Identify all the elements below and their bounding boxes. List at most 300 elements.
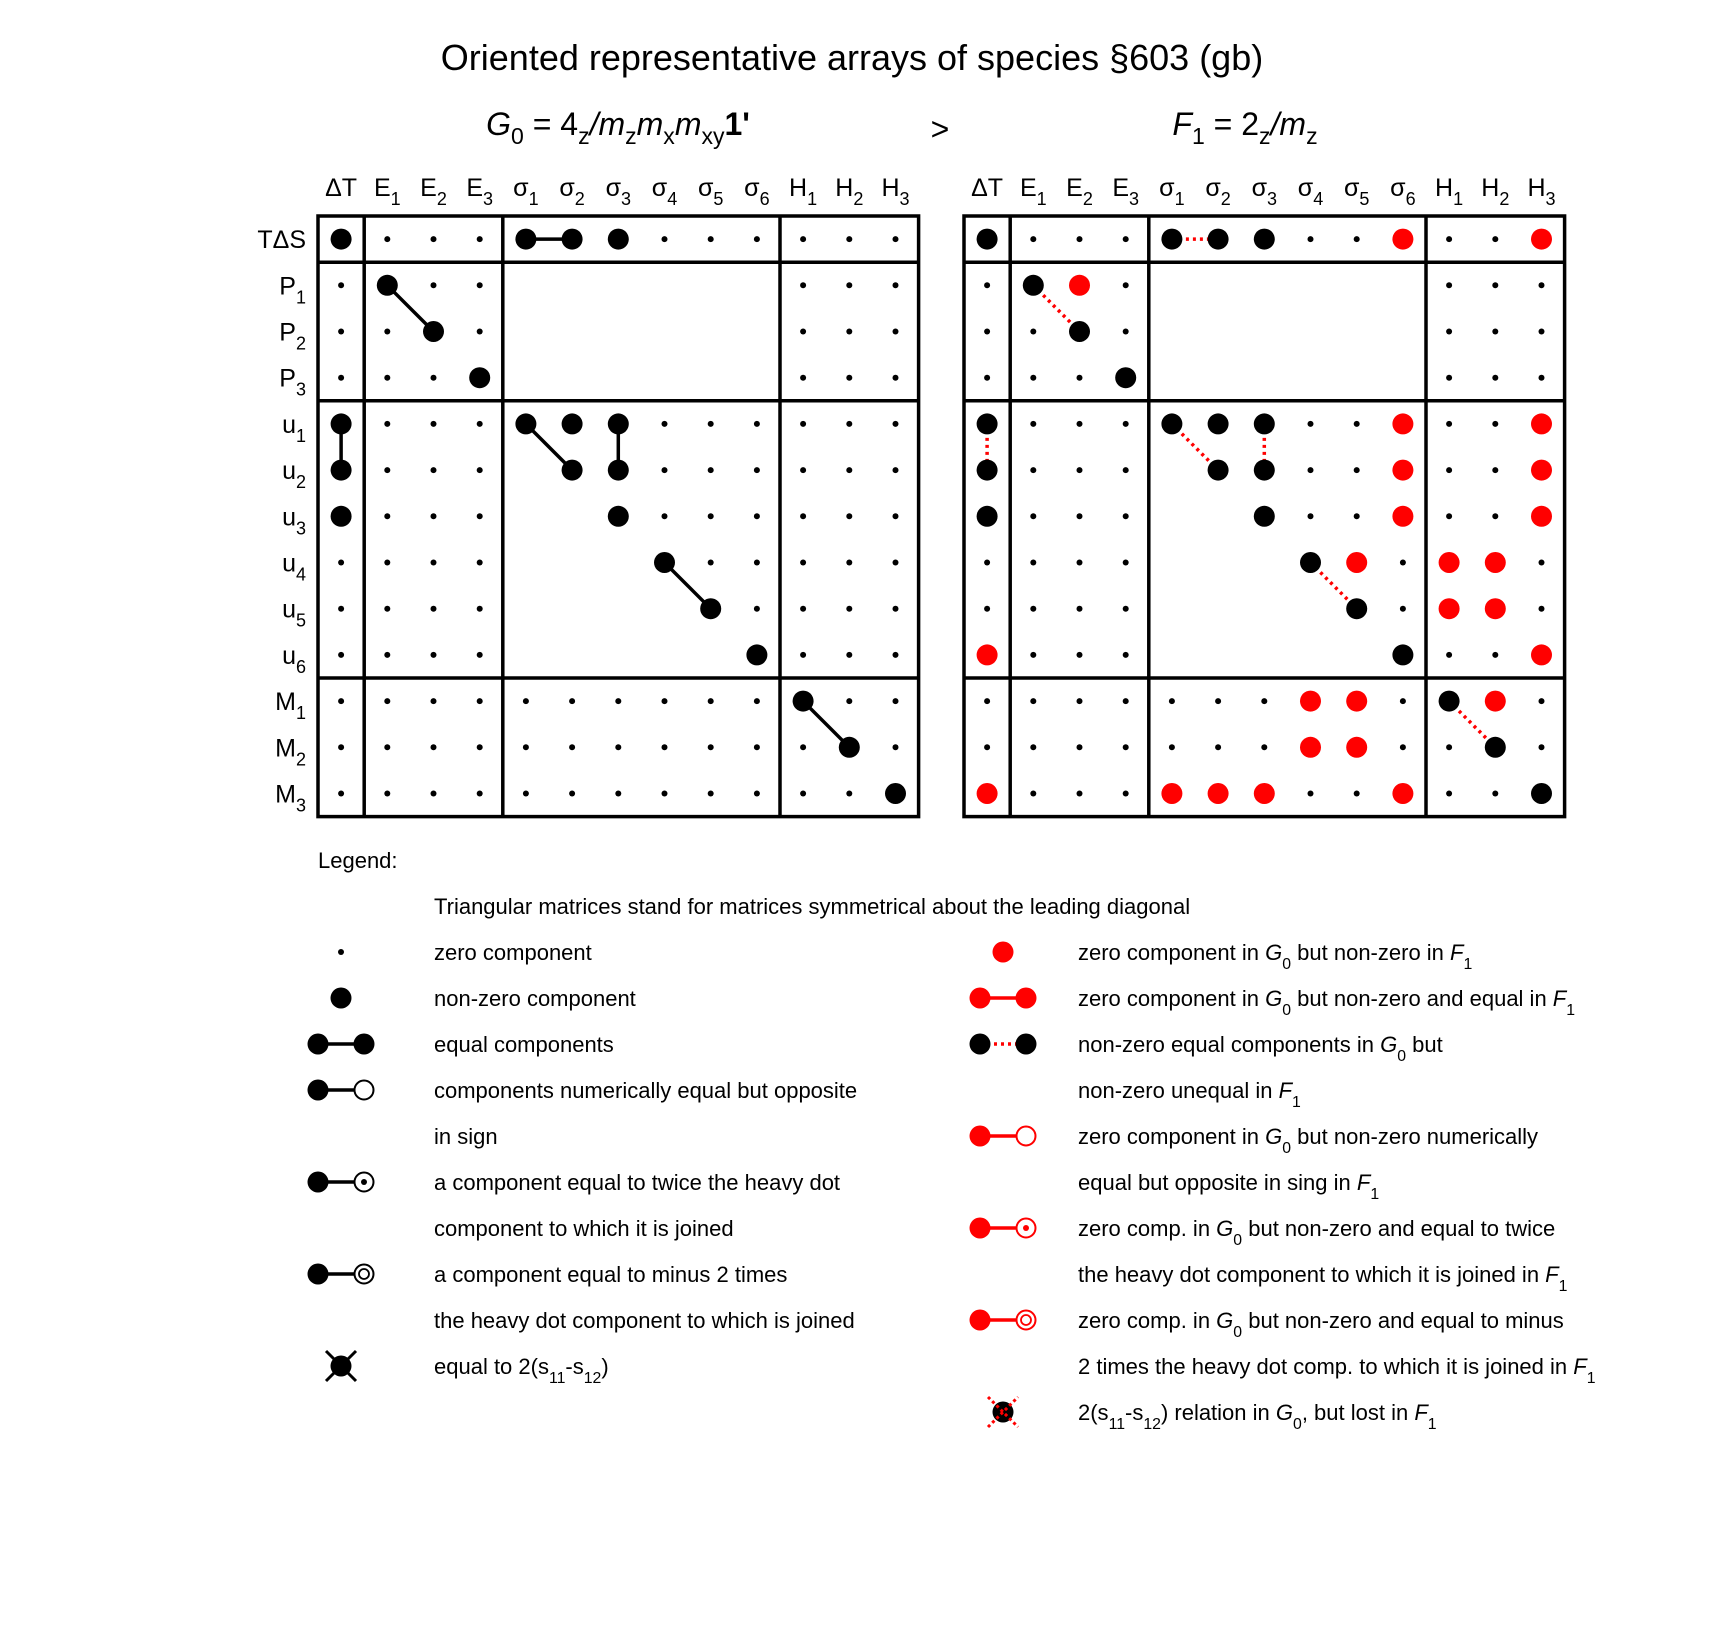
g0-zero-dot <box>384 467 390 473</box>
g0-zero-dot <box>338 282 344 288</box>
f1-zero-dot <box>1123 698 1129 704</box>
legend-left-text: the heavy dot component to which is joined <box>434 1308 855 1333</box>
f1-zero-dot <box>1446 375 1452 381</box>
g0-zero-dot <box>754 236 760 242</box>
legend-symbol-red-twice-pair <box>970 1218 1036 1239</box>
g0-zero-dot <box>431 652 437 658</box>
legend-right-text: non-zero equal components in $G_0$ but <box>1078 1032 1443 1065</box>
f1-new-nonzero-dot <box>1485 552 1506 573</box>
f1-zero-dot <box>1354 791 1360 797</box>
f1-zero-dot <box>1030 744 1036 750</box>
f1-zero-dot <box>1400 744 1406 750</box>
g0-zero-dot <box>523 744 529 750</box>
g0-col-label: $H_2$ <box>835 174 864 209</box>
g0-zero-dot <box>800 652 806 658</box>
f1-zero-dot <box>1354 236 1360 242</box>
f1-zero-dot <box>1030 329 1036 335</box>
legend-left-text: zero component <box>434 940 592 965</box>
f1-zero-dot <box>1400 560 1406 566</box>
row-label: $u_3$ <box>282 503 306 539</box>
g0-zero-dot <box>384 652 390 658</box>
f1-zero-dot <box>1446 652 1452 658</box>
legend-right-text: zero component in $G_0$ but non-zero numerically <box>1078 1124 1539 1157</box>
legend-right-text: zero comp. in $G_0$ but non-zero and equal to minus <box>1078 1308 1564 1341</box>
g0-zero-dot <box>477 606 483 612</box>
f1-col-label: $E_1$ <box>1019 174 1047 209</box>
f1-zero-dot <box>984 606 990 612</box>
f1-nonzero-dot <box>1208 229 1229 250</box>
g0-nonzero-dot <box>331 229 352 250</box>
g0-heading-text: $G_0 = 4_z/m_zm_xm_{xy}1'$ <box>486 106 750 149</box>
f1-zero-dot <box>1077 513 1083 519</box>
g0-zero-dot <box>477 791 483 797</box>
g0-zero-dot <box>893 467 899 473</box>
g0-zero-dot <box>708 744 714 750</box>
f1-zero-dot <box>1030 421 1036 427</box>
f1-zero-dot <box>1123 421 1129 427</box>
f1-zero-dot <box>1077 791 1083 797</box>
f1-zero-dot <box>1077 236 1083 242</box>
legend-left-text: a component equal to twice the heavy dot <box>434 1170 841 1195</box>
g0-zero-dot <box>846 329 852 335</box>
f1-col-label: $\sigma_5$ <box>1343 174 1370 209</box>
g0-zero-dot <box>754 698 760 704</box>
f1-nonzero-dot <box>1254 229 1275 250</box>
g0-nonzero-dot <box>839 737 860 758</box>
g0-zero-dot <box>846 652 852 658</box>
f1-zero-dot <box>1492 375 1498 381</box>
g0-zero-dot <box>431 513 437 519</box>
g0-zero-dot <box>846 421 852 427</box>
g0-zero-dot <box>338 744 344 750</box>
g0-zero-dot <box>477 560 483 566</box>
g0-zero-dot <box>477 467 483 473</box>
g0-zero-dot <box>846 698 852 704</box>
f1-new-nonzero-dot <box>1254 783 1275 804</box>
g0-nonzero-dot <box>793 691 814 712</box>
g0-zero-dot <box>800 513 806 519</box>
f1-nonzero-dot <box>977 413 998 434</box>
g0-nonzero-dot <box>562 229 583 250</box>
g0-zero-dot <box>708 791 714 797</box>
legend-symbol-twice-pair <box>308 1172 374 1193</box>
f1-zero-dot <box>1123 652 1129 658</box>
row-label: TΔS <box>257 226 306 255</box>
g0-zero-dot <box>384 744 390 750</box>
f1-zero-dot <box>1446 282 1452 288</box>
g0-heading <box>486 106 750 149</box>
f1-zero-dot <box>1492 513 1498 519</box>
f1-heading-text: $F_1 = 2_z/m_z$ <box>1172 106 1318 149</box>
g0-zero-dot <box>477 513 483 519</box>
g0-zero-dot <box>708 698 714 704</box>
f1-col-label: $\sigma_4$ <box>1297 174 1324 209</box>
legend-right-text: zero component in $G_0$ but non-zero in $F_1$ <box>1078 940 1473 973</box>
g0-nonzero-dot <box>331 413 352 434</box>
g0-nonzero-dot <box>515 229 536 250</box>
f1-new-nonzero-dot <box>1531 506 1552 527</box>
g0-col-label: $\sigma_6$ <box>744 174 770 209</box>
g0-zero-dot <box>893 606 899 612</box>
g0-zero-dot <box>754 791 760 797</box>
f1-nonzero-dot <box>1254 460 1275 481</box>
f1-zero-dot <box>984 744 990 750</box>
g0-zero-dot <box>846 606 852 612</box>
g0-zero-dot <box>708 236 714 242</box>
f1-zero-dot <box>1215 698 1221 704</box>
g0-col-label: $\sigma_5$ <box>697 174 724 209</box>
f1-zero-dot <box>1400 606 1406 612</box>
f1-nonzero-dot <box>1161 229 1182 250</box>
g0-zero-dot <box>662 467 668 473</box>
f1-col-label: $H_1$ <box>1435 174 1464 209</box>
row-label: $u_2$ <box>282 457 306 493</box>
f1-new-nonzero-dot <box>1392 783 1413 804</box>
g0-zero-dot <box>431 467 437 473</box>
g0-col-label: $\sigma_1$ <box>513 174 539 209</box>
f1-zero-dot <box>1446 744 1452 750</box>
g0-zero-dot <box>431 560 437 566</box>
f1-new-nonzero-dot <box>1392 413 1413 434</box>
row-label: $u_4$ <box>282 549 306 585</box>
f1-nonzero-dot <box>1115 367 1136 388</box>
f1-zero-dot <box>1030 375 1036 381</box>
legend-right-text: zero component in $G_0$ but non-zero and equal in $F_1$ <box>1078 986 1576 1019</box>
f1-zero-dot <box>1123 282 1129 288</box>
legend-symbol-red-equal-pair <box>970 988 1037 1009</box>
legend-symbol-equal-pair <box>308 1034 375 1055</box>
f1-new-nonzero-dot <box>1346 552 1367 573</box>
g0-zero-dot <box>384 421 390 427</box>
f1-zero-dot <box>1030 236 1036 242</box>
g0-col-label: ΔT <box>325 174 358 202</box>
f1-col-label: $E_2$ <box>1066 174 1093 209</box>
g0-nonzero-dot <box>562 460 583 481</box>
row-label: $P_3$ <box>279 364 306 400</box>
g0-zero-dot <box>569 698 575 704</box>
f1-zero-dot <box>984 698 990 704</box>
f1-zero-dot <box>1123 791 1129 797</box>
f1-zero-dot <box>1169 744 1175 750</box>
g0-nonzero-dot <box>700 598 721 619</box>
f1-zero-dot <box>1492 329 1498 335</box>
f1-zero-dot <box>1077 421 1083 427</box>
f1-new-nonzero-dot <box>1531 413 1552 434</box>
row-label: $P_1$ <box>279 272 306 308</box>
row-label: $M_2$ <box>275 734 306 770</box>
g0-zero-dot <box>893 421 899 427</box>
g0-zero-dot <box>431 236 437 242</box>
g0-nonzero-dot <box>377 275 398 296</box>
g0-zero-dot <box>338 652 344 658</box>
g0-zero-dot <box>846 467 852 473</box>
f1-zero-dot <box>1030 791 1036 797</box>
f1-zero-dot <box>1169 698 1175 704</box>
legend-right-text: 2 times the heavy dot comp. to which it is joined in $F_1$ <box>1078 1354 1596 1387</box>
transition-arrow: > <box>930 111 950 147</box>
g0-zero-dot <box>893 375 899 381</box>
g0-zero-dot <box>477 421 483 427</box>
f1-nonzero-dot <box>977 229 998 250</box>
f1-col-label: $\sigma_2$ <box>1205 174 1231 209</box>
g0-zero-dot <box>615 744 621 750</box>
legend-right-text: zero comp. in $G_0$ but non-zero and equal to twice <box>1078 1216 1556 1249</box>
legend-left-text: a component equal to minus 2 times <box>434 1262 788 1287</box>
f1-new-nonzero-dot <box>1346 737 1367 758</box>
legend-left-text: equal to $2(s_{11}-s_{12})$ <box>434 1354 609 1387</box>
f1-zero-dot <box>1261 698 1267 704</box>
g0-col-label: $E_3$ <box>466 174 494 209</box>
g0-col-label: $\sigma_3$ <box>605 174 632 209</box>
row-label: $M_3$ <box>275 780 306 816</box>
f1-zero-dot <box>1308 513 1314 519</box>
g0-zero-dot <box>338 560 344 566</box>
g0-zero-dot <box>523 698 529 704</box>
f1-zero-dot <box>1077 560 1083 566</box>
g0-zero-dot <box>431 744 437 750</box>
f1-col-label: $H_2$ <box>1481 174 1510 209</box>
g0-zero-dot <box>708 560 714 566</box>
f1-nonzero-dot <box>1485 737 1506 758</box>
f1-zero-dot <box>1492 236 1498 242</box>
g0-zero-dot <box>708 513 714 519</box>
g0-zero-dot <box>846 513 852 519</box>
legend-right-text: equal but opposite in sing in $F_1$ <box>1078 1170 1380 1203</box>
f1-zero-dot <box>1539 375 1545 381</box>
legend-left-text: in sign <box>434 1124 498 1149</box>
f1-zero-dot <box>1492 282 1498 288</box>
page-title: Oriented representative arrays of species §603 (gb) <box>440 37 1264 78</box>
g0-zero-dot <box>754 560 760 566</box>
g0-nonzero-dot <box>608 413 629 434</box>
row-label: $u_6$ <box>282 641 306 677</box>
f1-heading <box>1172 106 1317 149</box>
f1-zero-dot <box>1077 375 1083 381</box>
g0-zero-dot <box>569 744 575 750</box>
g0-zero-dot <box>893 744 899 750</box>
g0-zero-dot <box>893 282 899 288</box>
g0-zero-dot <box>338 791 344 797</box>
f1-zero-dot <box>1261 744 1267 750</box>
f1-new-nonzero-dot <box>1346 691 1367 712</box>
g0-zero-dot <box>338 329 344 335</box>
f1-new-nonzero-dot <box>1392 229 1413 250</box>
g0-zero-dot <box>477 698 483 704</box>
g0-zero-dot <box>893 236 899 242</box>
f1-new-nonzero-dot <box>1300 737 1321 758</box>
g0-zero-dot <box>615 698 621 704</box>
row-label: $P_2$ <box>279 318 306 354</box>
legend-symbol-opposite-pair <box>308 1080 374 1101</box>
f1-new-nonzero-dot <box>1300 691 1321 712</box>
g0-zero-dot <box>384 236 390 242</box>
f1-zero-dot <box>1030 652 1036 658</box>
g0-nonzero-dot <box>423 321 444 342</box>
g0-zero-dot <box>338 606 344 612</box>
g0-zero-dot <box>662 513 668 519</box>
g0-zero-dot <box>477 236 483 242</box>
g0-zero-dot <box>477 329 483 335</box>
g0-zero-dot <box>662 744 668 750</box>
g0-zero-dot <box>800 606 806 612</box>
f1-zero-dot <box>1123 236 1129 242</box>
f1-new-nonzero-dot <box>1392 506 1413 527</box>
legend-left-text: components numerically equal but opposite <box>434 1078 858 1103</box>
g0-zero-dot <box>800 375 806 381</box>
f1-zero-dot <box>1446 467 1452 473</box>
f1-zero-dot <box>1308 236 1314 242</box>
f1-zero-dot <box>1077 467 1083 473</box>
g0-col-label: $E_2$ <box>420 174 447 209</box>
legend-symbol-red-minus-two-pair <box>970 1310 1036 1331</box>
f1-zero-dot <box>1539 606 1545 612</box>
f1-new-nonzero-dot <box>1392 460 1413 481</box>
f1-zero-dot <box>1123 467 1129 473</box>
f1-col-label: $\sigma_3$ <box>1251 174 1278 209</box>
g0-zero-dot <box>754 513 760 519</box>
f1-nonzero-dot <box>1023 275 1044 296</box>
g0-nonzero-dot <box>746 644 767 665</box>
g0-zero-dot <box>384 791 390 797</box>
f1-zero-dot <box>1539 329 1545 335</box>
f1-nonzero-dot <box>1531 783 1552 804</box>
f1-zero-dot <box>1308 791 1314 797</box>
f1-nonzero-dot <box>1392 644 1413 665</box>
g0-zero-dot <box>431 606 437 612</box>
g0-zero-dot <box>615 791 621 797</box>
f1-nonzero-dot <box>1439 691 1460 712</box>
legend-left-text: component to which it is joined <box>434 1216 734 1241</box>
row-label: $u_1$ <box>282 410 306 446</box>
g0-zero-dot <box>662 698 668 704</box>
g0-zero-dot <box>754 421 760 427</box>
f1-new-nonzero-dot <box>1208 783 1229 804</box>
g0-nonzero-dot <box>608 506 629 527</box>
f1-zero-dot <box>1492 791 1498 797</box>
g0-zero-dot <box>384 513 390 519</box>
legend-right-text: $2(s_{11}-s_{12})$ relation in $G_0$, but lost in $F_1$ <box>1078 1400 1437 1433</box>
f1-zero-dot <box>1030 467 1036 473</box>
f1-zero-dot <box>984 282 990 288</box>
f1-zero-dot <box>1492 467 1498 473</box>
f1-new-nonzero-dot <box>1485 598 1506 619</box>
g0-nonzero-dot <box>562 413 583 434</box>
g0-zero-dot <box>662 791 668 797</box>
f1-zero-dot <box>1123 513 1129 519</box>
g0-zero-dot <box>384 560 390 566</box>
g0-zero-dot <box>800 744 806 750</box>
f1-zero-dot <box>1123 560 1129 566</box>
g0-zero-dot <box>846 791 852 797</box>
f1-nonzero-dot <box>1208 413 1229 434</box>
g0-zero-dot <box>662 236 668 242</box>
f1-zero-dot <box>1308 421 1314 427</box>
g0-zero-dot <box>846 560 852 566</box>
g0-zero-dot <box>800 236 806 242</box>
f1-new-nonzero-dot <box>977 644 998 665</box>
g0-zero-dot <box>893 329 899 335</box>
g0-zero-dot <box>754 467 760 473</box>
legend-left-text: non-zero component <box>434 986 636 1011</box>
f1-nonzero-dot <box>1069 321 1090 342</box>
g0-zero-dot <box>893 652 899 658</box>
g0-zero-dot <box>708 467 714 473</box>
f1-nonzero-dot <box>1208 460 1229 481</box>
f1-zero-dot <box>1308 467 1314 473</box>
g0-zero-dot <box>800 791 806 797</box>
f1-col-label: $\sigma_1$ <box>1159 174 1185 209</box>
g0-zero-dot <box>523 791 529 797</box>
legend-symbol-heavy-dot <box>331 988 352 1009</box>
row-label: $M_1$ <box>275 688 306 724</box>
g0-zero-dot <box>800 329 806 335</box>
g0-zero-dot <box>431 421 437 427</box>
g0-col-label: $E_1$ <box>373 174 401 209</box>
legend-symbol-small-dot <box>338 949 344 955</box>
g0-zero-dot <box>431 375 437 381</box>
g0-zero-dot <box>708 421 714 427</box>
g0-zero-dot <box>338 698 344 704</box>
f1-nonzero-dot <box>1346 598 1367 619</box>
g0-zero-dot <box>384 698 390 704</box>
f1-zero-dot <box>1030 560 1036 566</box>
g0-zero-dot <box>477 652 483 658</box>
f1-col-label: $E_3$ <box>1112 174 1140 209</box>
legend <box>308 848 1596 1433</box>
legend-symbol-red-dot <box>993 942 1014 963</box>
g0-zero-dot <box>754 744 760 750</box>
legend-symbol-cross-dot <box>326 1351 356 1381</box>
f1-zero-dot <box>984 375 990 381</box>
f1-zero-dot <box>1077 606 1083 612</box>
g0-nonzero-dot <box>608 229 629 250</box>
g0-nonzero-dot <box>469 367 490 388</box>
f1-matrix <box>964 174 1565 817</box>
f1-nonzero-dot <box>1300 552 1321 573</box>
g0-nonzero-dot <box>885 783 906 804</box>
f1-nonzero-dot <box>1254 506 1275 527</box>
g0-nonzero-dot <box>654 552 675 573</box>
f1-zero-dot <box>1446 791 1452 797</box>
f1-zero-dot <box>1077 744 1083 750</box>
f1-nonzero-dot <box>1161 413 1182 434</box>
f1-zero-dot <box>1215 744 1221 750</box>
f1-new-nonzero-dot <box>1531 644 1552 665</box>
f1-zero-dot <box>1354 513 1360 519</box>
f1-zero-dot <box>1539 560 1545 566</box>
legend-symbol-minus-two-pair <box>308 1264 374 1285</box>
g0-zero-dot <box>384 606 390 612</box>
legend-heading: Legend: <box>318 848 398 873</box>
f1-new-nonzero-dot <box>1439 598 1460 619</box>
f1-new-nonzero-dot <box>1531 460 1552 481</box>
legend-right-text: the heavy dot component to which it is joined in $F_1$ <box>1078 1262 1568 1295</box>
legend-symbol-dotted-pair <box>970 1034 1037 1055</box>
f1-zero-dot <box>1539 744 1545 750</box>
f1-zero-dot <box>984 560 990 566</box>
f1-zero-dot <box>1446 329 1452 335</box>
f1-nonzero-dot <box>1254 413 1275 434</box>
g0-zero-dot <box>846 236 852 242</box>
f1-zero-dot <box>1077 652 1083 658</box>
f1-col-label: $H_3$ <box>1527 174 1556 209</box>
row-label: $u_5$ <box>282 595 306 631</box>
f1-new-nonzero-dot <box>1439 552 1460 573</box>
f1-col-label: $\sigma_6$ <box>1390 174 1416 209</box>
g0-zero-dot <box>754 606 760 612</box>
g0-zero-dot <box>846 375 852 381</box>
f1-new-nonzero-dot <box>1531 229 1552 250</box>
